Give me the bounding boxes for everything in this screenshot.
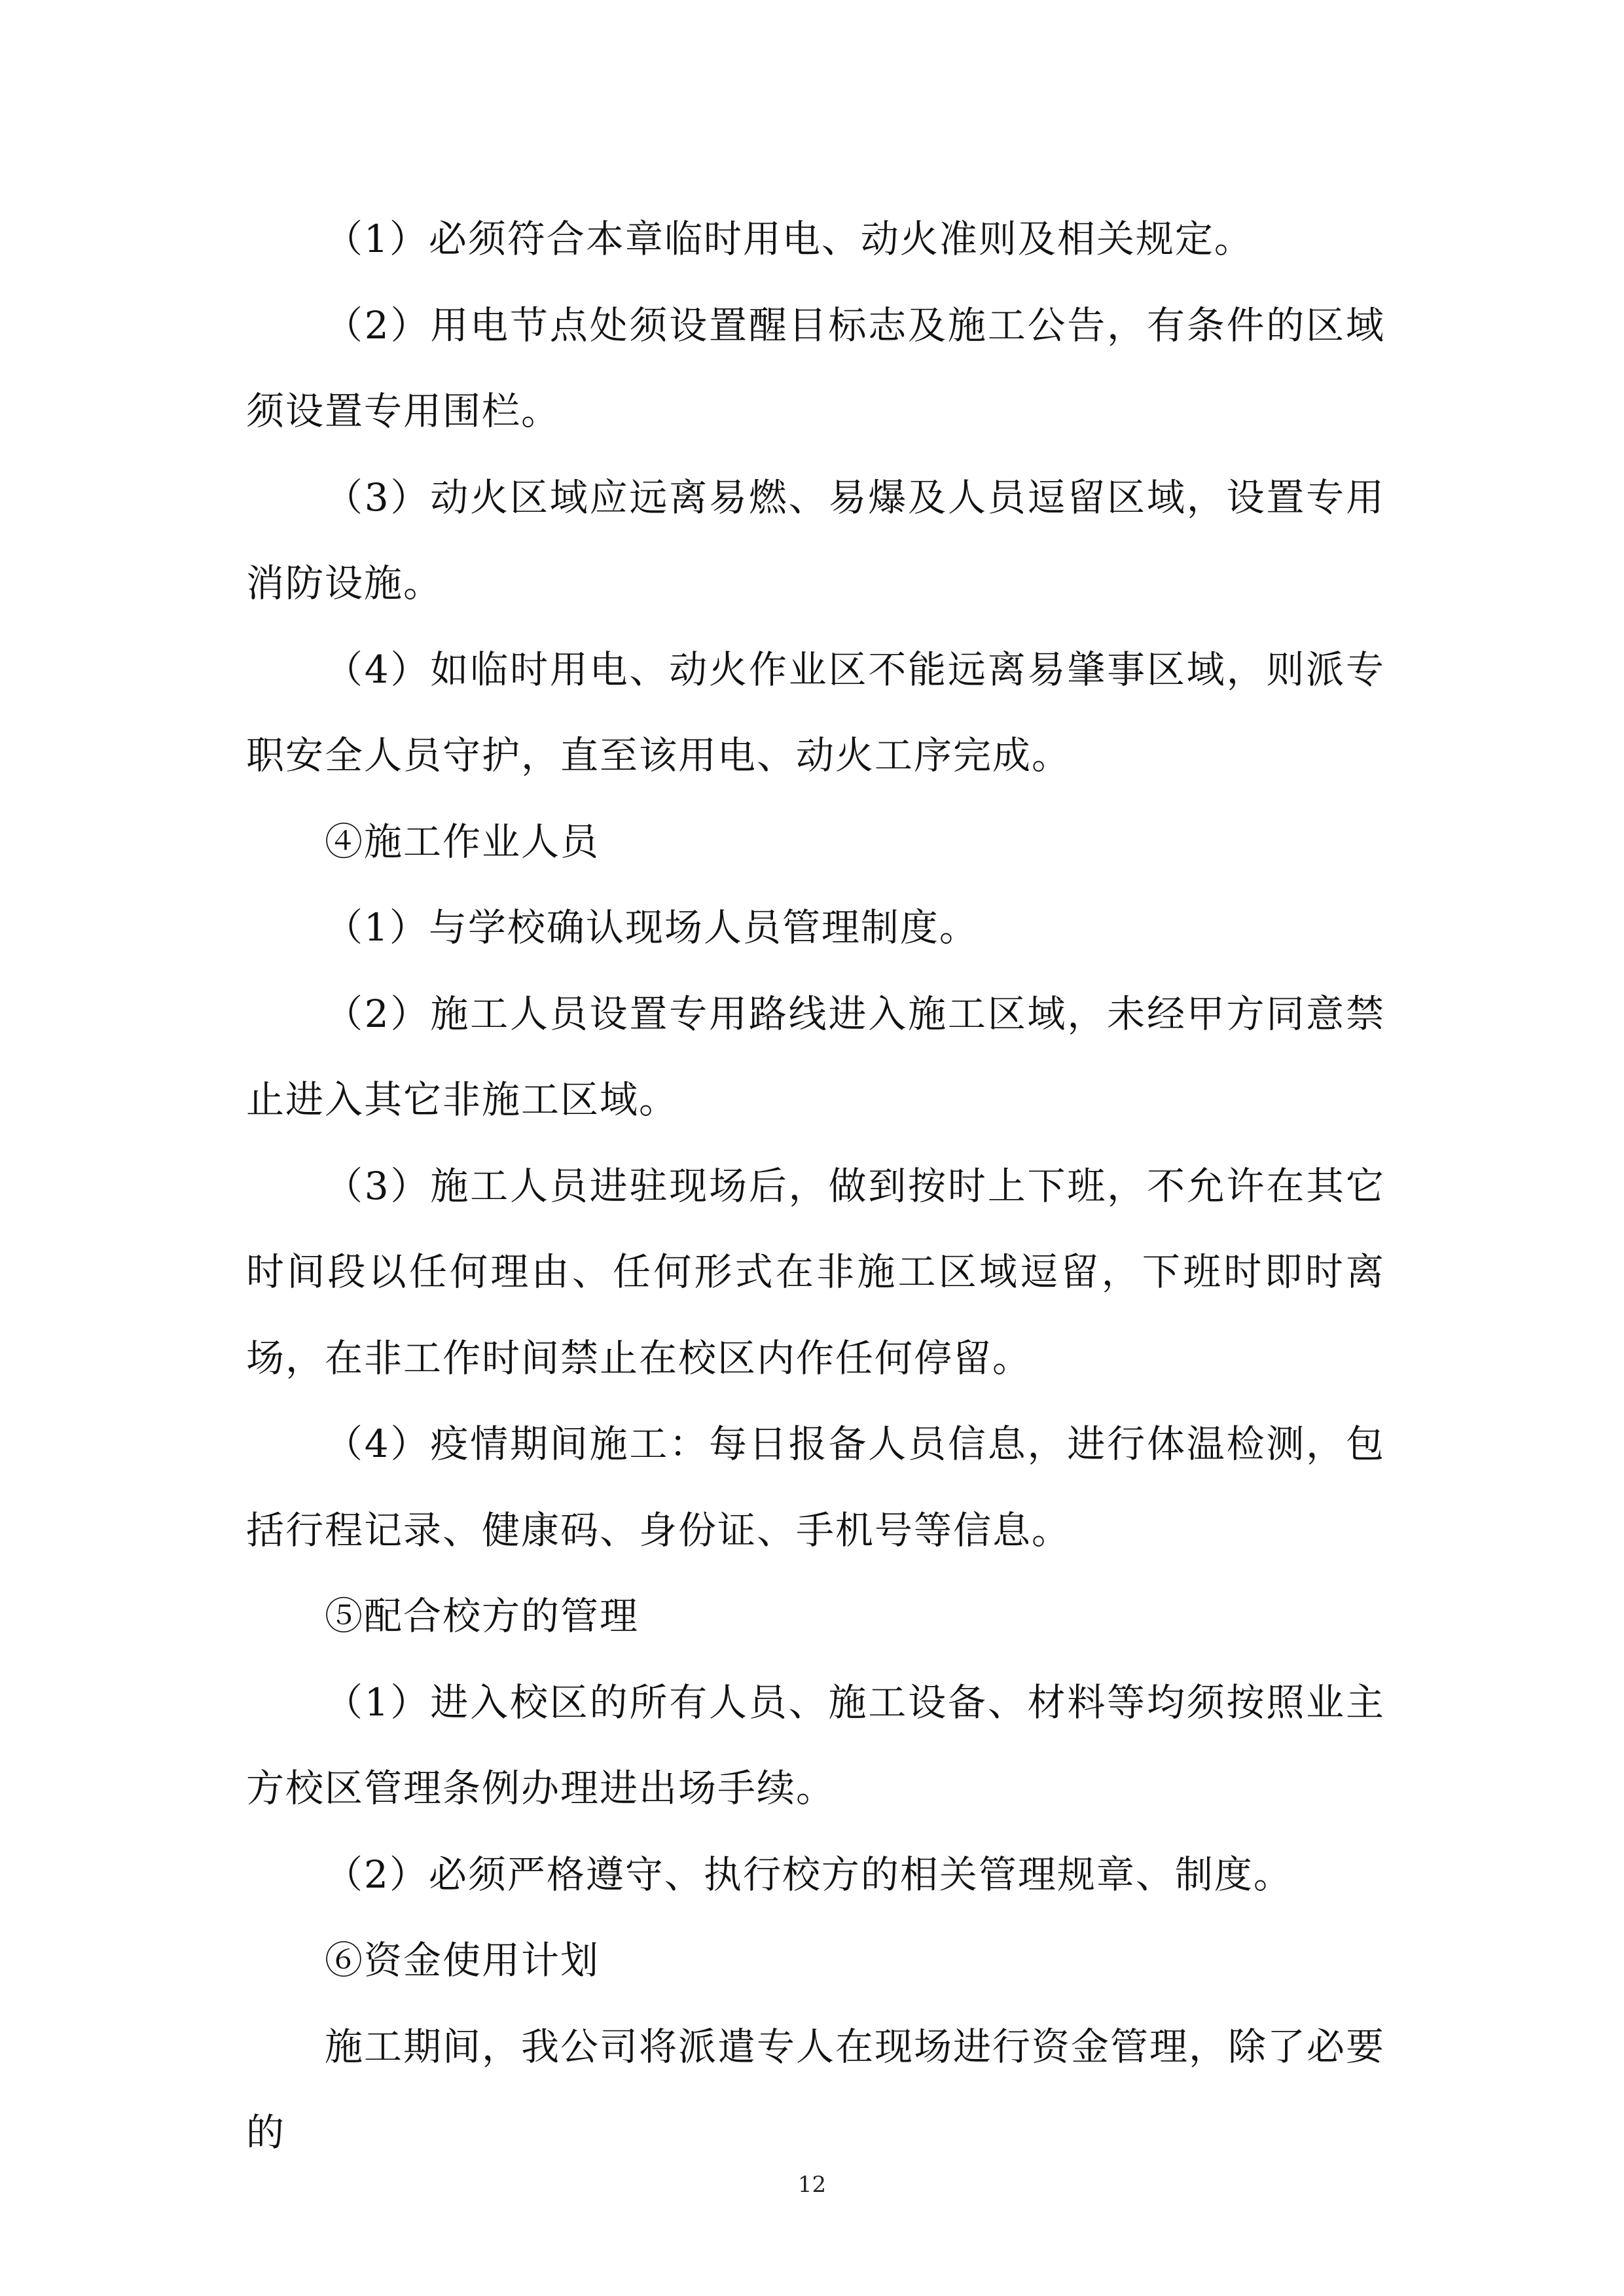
paragraph-electrical-rules: （1）必须符合本章临时用电、动火准则及相关规定。 (325, 217, 1254, 261)
paragraph-working-hours: （3）施工人员进驻现场后，做到按时上下班，不允许在其它时间段以任何理由、任何形式在非施工区域逗留，下班时即时离场，在非工作时间禁止在校区内作任何停留。 (246, 1163, 1385, 1380)
section-heading-school-management: ⑤配合校方的管理 (325, 1594, 640, 1638)
paragraph-fund-management: 施工期间，我公司将派遣专人在现场进行资金管理，除了必要的 (246, 2024, 1386, 2155)
section-heading-workers: ④施工作业人员 (325, 819, 600, 864)
page-number: 12 (797, 2172, 827, 2198)
section-heading-fund-plan: ⑥资金使用计划 (325, 1938, 600, 1982)
paragraph-personnel-system: （1）与学校确认现场人员管理制度。 (325, 905, 979, 950)
document-body (246, 196, 1385, 2176)
paragraph-dedicated-route: （2）施工人员设置专用路线进入施工区域，未经甲方同意禁止进入其它非施工区域。 (246, 991, 1385, 1122)
paragraph-electrical-signage: （2）用电节点处须设置醒目标志及施工公告，有条件的区域须设置专用围栏。 (246, 302, 1385, 433)
paragraph-safety-guard: （4）如临时用电、动火作业区不能远离易肇事区域，则派专职安全人员守护，直至该用电、动火工序完成。 (246, 647, 1385, 778)
paragraph-entry-procedures: （1）进入校区的所有人员、施工设备、材料等均须按照业主方校区管理条例办理进出场手续。 (246, 1679, 1385, 1810)
paragraph-epidemic-measures: （4）疫情期间施工：每日报备人员信息，进行体温检测，包括行程记录、健康码、身份证、手机号等信息。 (246, 1422, 1385, 1552)
paragraph-school-rules: （2）必须严格遵守、执行校方的相关管理规章、制度。 (325, 1852, 1293, 1897)
paragraph-fire-area: （3）动火区域应远离易燃、易爆及人员逗留区域，设置专用消防设施。 (246, 475, 1385, 605)
